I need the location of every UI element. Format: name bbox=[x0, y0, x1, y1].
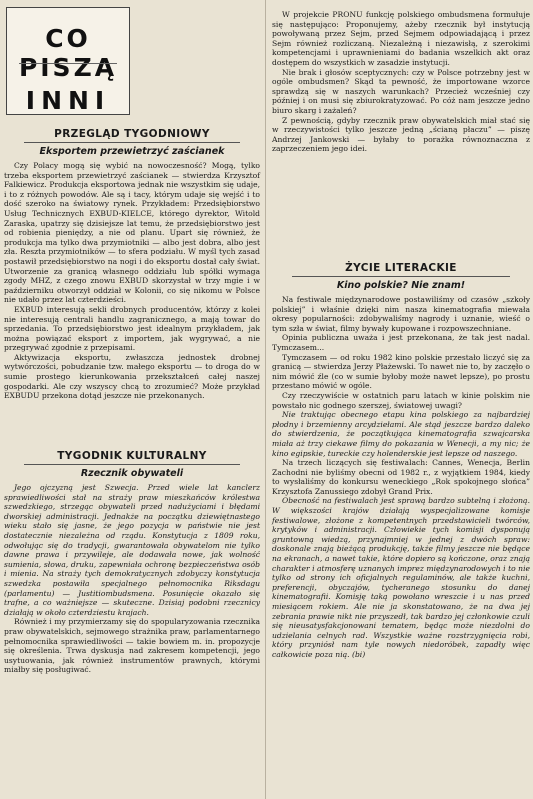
section-tygodnik-subtitle: Rzecznik obywateli bbox=[80, 468, 184, 479]
logo-line-1: CO PISZĄ bbox=[18, 24, 118, 82]
section-przeglad bbox=[4, 128, 260, 401]
section-tygodnik bbox=[4, 450, 260, 675]
paragraph: Nie traktując obecnego etapu kina polskiego za najbardziej płodny i brzemienny arcydziełami. Ale stąd jeszcze bardzo daleko do stwierdzenia, że początkująca kinematografia szwajcarska miała aż trzy ciekawe filmy do pokazania w Wenecji, a my nic; że kino egipskie, tureckie czy holenderskie jest lepsze od naszego. bbox=[272, 410, 530, 458]
section-zycie-body bbox=[272, 295, 530, 660]
paragraph: Obecność na festiwalach jest sprawą bardzo subtelną i złożoną. W większości krajów działają wyspecjalizowane komisje festiwalowe, złożone z kompetentnych przedstawicieli twórców, krytyków i administracji. Człowiekie tych komisji dysponują gruntowną wiedzą, przynajmniej w jednej z dwóch spraw: doskonale znają bieżącą produkcję, także filmy jeszcze nie będące na ekranach, a nawet takie, które dopiero są kończone, oraz znają charakter i atmosferę uznanych imprez międzynarodowych i to nie tylko od strony ich oficjalnych regulaminów, ale także kuchni, preferencji, obyczajów, tycheranego stosunku do danej kinematografii. Komisję taką powołano wreszcie i u nas przed miesiącem rokiem. Ale nie ja skonstatowano, że na dwa jej zebrania prawie nikt nie przyszedł, tak bardzo jej członkowie czuli się nieusatysfakcjonowani tematem, będąc może niezdolni do udzielania celnych rad. Wszystkie ważne rozstrzygnięcia robi, który przyniósł nam tyle nowych niedoróbek, zapadły więc całkowicie poza nią. (bi) bbox=[272, 496, 530, 659]
paragraph: Czy rzeczywiście w ostatnich paru latach w kinie polskim nie powstało nic godnego szerszej, światowej uwagi? bbox=[272, 390, 530, 410]
section-zycie-rule bbox=[292, 276, 510, 277]
paragraph: W projekcie PRONU funkcję polskiego ombudsmena formułuje się następująco: Proponujemy, ażeby rzecznik był instytucją powoływaną przez Sejm, przed Sejmem odpowiadającą i przez Sejm również rozliczaną. Niezależną i niezawisłą, z szerokimi kompetencjami i uprawnieniami do badania wszelkich akt oraz dostępem do wszystkich w zasadzie instytucji. bbox=[272, 10, 530, 67]
paragraph: Opinia publiczna uważa i jest przekonana, że tak jest nadal. Tymczasem... bbox=[272, 333, 530, 352]
paragraph: Jego ojczyzną jest Szwecja. Przed wiele lat kanclerz sprawiedliwości stał na straży praw mieszkańców królestwa szwedzkiego, strzegąc obywateli przed nadużyciami i błędami dworskiej administracji. Jednakże na początku dziewiętnastego wieku stało się jasne, że jego pozycja w państwie nie jest dostatecznie niezależna od rządu. Konstytucja z 1809 roku, odwołując się do tradycji, gwarantowała obywatelom nie tylko dawne prawa i przywileje, ale dodawała nowe, jak wolność sumienia, słowa, druku, zapewniała ochronę bezpieczeństwa osób i mienia. Na straży tych demokratycznych zdobyczy konstytucja szwedzka postawiła specjalnego pełnomocnika Riksdagu (parlamentu) — Justitiombudsmena. Posunięcie okazało się trafne, a co ważniejsze — skuteczne. Dzisiaj podobni rzecznicy działają w około czterdziestu krajach. bbox=[4, 483, 260, 617]
section-tygodnik-title: TYGODNIK KULTURALNY bbox=[57, 450, 207, 462]
section-przeglad-body bbox=[4, 161, 260, 401]
column-divider bbox=[265, 0, 266, 799]
column-logo bbox=[6, 7, 130, 115]
section-przeglad-rule bbox=[24, 142, 240, 143]
section-przeglad-subtitle: Eksportem przewietrzyć zaścianek bbox=[39, 146, 225, 157]
section-przeglad-title: PRZEGLĄD TYGODNIOWY bbox=[54, 128, 210, 140]
paragraph: Również i my przymierzamy się do spopularyzowania rzecznika praw obywatelskich, sejmowego strażnika praw, parlamentarnego pełnomocnika sprawiedliwości — takie bowiem m. in. propozycje się określenia. Trwa dyskusja nad zakresem kompetencji, jego usytuowania, jak również instrumentów prawnych, którymi miałby się posługiwać. bbox=[4, 617, 260, 675]
section-ombudsman-body bbox=[272, 10, 530, 154]
paragraph: Na trzech liczących się festiwalach: Cannes, Wenecja, Berlin Zachodni nie byliśmy obecni od 1982 r., z wyjątkiem 1984, kiedy to wysłaliśmy do konkursu weneckiego „Rok spokojnego słońca” Krzysztofa Zanussiego zdobył Grand Prix. bbox=[272, 458, 530, 496]
section-zycie-subtitle: Kino polskie? Nie znam! bbox=[336, 280, 466, 291]
paragraph: Czy Polacy mogą się wybić na nowoczesność? Mogą, tylko trzeba eksportem przewietrzyć zaścianek — stwierdza Krzysztof Falkiewicz. Produkcja eksportowa jednak nie wszystkim się udaje, i to z różnych powodów. Ale są i tacy, którym udaje się wejść i to dość szeroko na światowy rynek. Przykładem: Przedsiębiorstwo Usług Technicznych EXBUD-KIELCE, którego dyrektor, Witold Zaraska, upatrzy się dzisiejsze lat temu, że przedsiębiorstwo jest od robienia pieniędzy, a nie od planu. Upart się również, że produkcja ma tylko dwa przymiotniki — albo jest dobra, albo jest zła. Reszta przymiotników — to sfera podziału. W myśl tych zasad postawił przedsiębiorstwo na nogi i do eksportu dostał cały świat. Utworzenie za granicą własnego oddziału lub spółki wymaga zgody MHZ, z czego znowu EXBUD skorzystał w trzy mgie i w październiku otworzył oddział w Kolonii, co się nikomu w Polsce nie udało przez lat czterdzieści. bbox=[4, 161, 260, 305]
paragraph: Tymczasem — od roku 1982 kino polskie przestało liczyć się za granicą — stwierdza Jerzy Płażewski. To nawet nie to, by zaczęło o nim mówić źle (co w sumie byłoby może nawet lepsze), po prostu przestano mówić w ogóle. bbox=[272, 352, 530, 391]
section-zycie-title: ŻYCIE LITERACKIE bbox=[345, 262, 457, 274]
section-ombudsman-continued bbox=[272, 10, 530, 154]
paragraph: Aktywizacja eksportu, zwłaszcza jednostek drobnej wytwórczości, pobudzanie tzw. małego eksportu — to droga do w sumie prostego kierunkowania przekształceń całej naszej gospodarki. Ale czy wszyscy chcą to zrozumieć? Może przykład EXBUDU przekona dotąd jeszcze nie przekonanych. bbox=[4, 352, 260, 401]
paragraph: Z pewnością, gdyby rzecznik praw obywatelskich miał stać się w rzeczywistości tylko jeszcze jedną „ścianą płaczu” — piszę Andrzej Jankowski — byłaby to porażka równoznaczna z zaprzeczeniem jego idei. bbox=[272, 115, 530, 154]
section-tygodnik-body bbox=[4, 483, 260, 675]
section-zycie bbox=[272, 262, 530, 660]
logo-divider bbox=[19, 63, 117, 64]
section-tygodnik-rule bbox=[24, 464, 240, 465]
left-column bbox=[0, 0, 264, 799]
paragraph: EXBUD interesują sekli drobnych producentów, którzy z kolei nie interesują centrali handlu zagranicznego, a mają towar do sprzedania. To przedsiębiorstwo jest idealnym przykładem, jak można powiązać eksport z importem, jak wygrywać, a nie przegrywać zgodnie z przepisami. bbox=[4, 304, 260, 353]
logo-line-2: INNI bbox=[25, 86, 111, 115]
paragraph: Na festiwale międzynarodowe postawiliśmy od czasów „szkoły polskiej” i właśnie dzięki nim nasza kinematografia miewała okresy popularności: zdobywaliśmy nagrody i uznanie, wieść o tym szła w świat, filmy bywały kupowane i rozpowszechniane. bbox=[272, 295, 530, 333]
paragraph: Nie brak i głosów sceptycznych: czy w Polsce potrzebny jest w ogóle ombudsmen? Skąd ta pewność, że importowane wzorce sprawdzą się w naszych warunkach? Przecież wcześniej czy później i on musi się zbiurokratyzować. Po cóż nam jeszcze jedno biuro skarg i zażaleń? bbox=[272, 67, 530, 115]
